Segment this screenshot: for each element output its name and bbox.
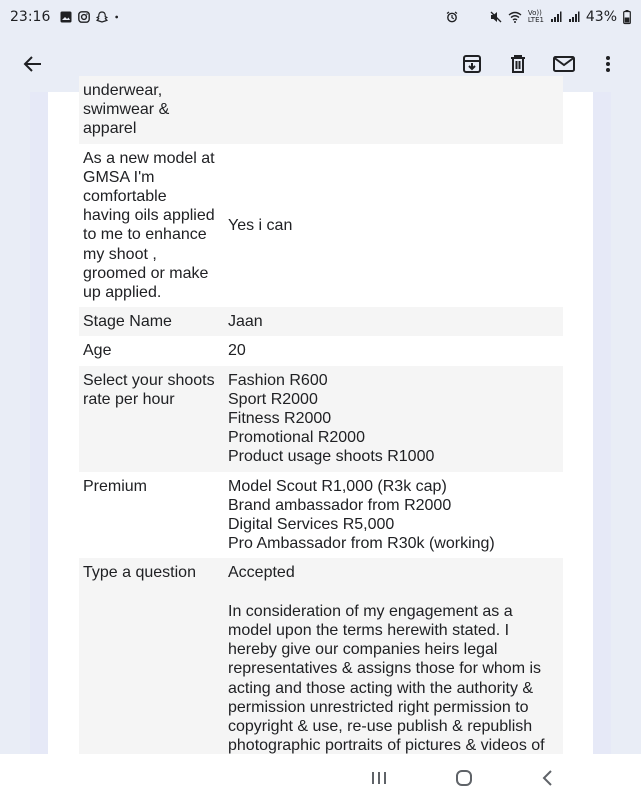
- row-label-line: Premium: [83, 477, 148, 495]
- table-row: [79, 76, 563, 144]
- signal-icon: [568, 11, 580, 23]
- instagram-icon: [78, 11, 90, 23]
- battery-icon: [623, 10, 631, 24]
- row-value-line: Pro Ambassador from R30k (working): [228, 535, 495, 553]
- back-icon[interactable]: [536, 766, 560, 790]
- row-value-line: 20: [228, 342, 246, 360]
- row-label-line: apparel: [83, 120, 137, 138]
- row-value-line: Yes i can: [228, 216, 293, 234]
- row-label-line: groomed or make: [83, 264, 209, 282]
- snapchat-icon: [96, 11, 108, 23]
- dot-icon: [114, 11, 122, 23]
- form-response-table: [79, 76, 563, 761]
- row-label: [79, 336, 224, 365]
- table-row: [79, 144, 563, 308]
- row-value-line: hereby give our companies heirs legal: [228, 641, 498, 659]
- back-arrow-icon[interactable]: [19, 50, 47, 78]
- table-row: [79, 366, 563, 472]
- row-label-line: to me to enhance: [83, 226, 207, 244]
- row-value-line: Product usage shoots R1000: [228, 448, 435, 466]
- row-value: [224, 76, 563, 144]
- row-label-line: GMSA I'm: [83, 168, 155, 186]
- row-value-line: acting and those acting with the authority &: [228, 679, 534, 697]
- recent-apps-icon[interactable]: [367, 766, 391, 790]
- row-label-line: my shoot ,: [83, 245, 157, 263]
- row-label-line: underwear,: [83, 82, 163, 99]
- row-label: [79, 76, 224, 144]
- row-value-line: Accepted: [228, 564, 295, 582]
- battery-percent: 43%: [585, 9, 617, 25]
- image-icon: [60, 11, 72, 23]
- row-label: [79, 472, 224, 559]
- table-row: [79, 307, 563, 336]
- table-row: [79, 336, 563, 365]
- row-value: [224, 366, 563, 472]
- row-value-line: permission unrestricted right permission to: [228, 698, 529, 716]
- row-value-line: [228, 583, 559, 602]
- row-label-line: comfortable: [83, 188, 167, 206]
- status-time: 23:16: [10, 9, 51, 25]
- archive-icon[interactable]: [458, 50, 486, 78]
- row-value-line: Promotional R2000: [228, 429, 365, 447]
- row-label: [79, 307, 224, 336]
- row-label-line: swimwear &: [83, 101, 170, 119]
- row-value: [224, 307, 563, 336]
- row-value: [224, 472, 563, 559]
- mute-icon: [490, 11, 502, 23]
- row-label-line: Type a question: [83, 564, 196, 582]
- navigation-bar: [0, 754, 641, 800]
- table-row: [79, 472, 563, 559]
- row-value-line: Model Scout R1,000 (R3k cap): [228, 477, 447, 495]
- network-label: Vo)) LTE1: [527, 9, 544, 24]
- more-vert-icon[interactable]: [594, 50, 622, 78]
- mail-icon[interactable]: [550, 50, 578, 78]
- row-label-line: up applied.: [83, 284, 162, 302]
- row-label: [79, 558, 224, 760]
- row-value-line: photographic portraits of pictures & videos of: [228, 737, 545, 755]
- row-value: [224, 336, 563, 365]
- table-row: [79, 558, 563, 760]
- status-left: [10, 9, 122, 25]
- row-value-line: In consideration of my engagement as a: [228, 602, 513, 620]
- status-bar: [0, 0, 641, 36]
- signal-icon: [550, 11, 562, 23]
- row-value-line: Sport R2000: [228, 390, 318, 408]
- row-label: [79, 366, 224, 472]
- email-body[interactable]: [30, 82, 611, 755]
- row-label-line: As a new model at: [83, 149, 215, 167]
- wifi-icon: [508, 11, 522, 23]
- row-value: [224, 144, 563, 308]
- row-value-line: Jaan: [228, 313, 263, 331]
- row-value-line: representatives & assigns those for whom is: [228, 660, 542, 678]
- row-value-line: model upon the terms herewith stated. I: [228, 622, 510, 640]
- row-value-line: Fashion R600: [228, 371, 328, 389]
- row-label-line: rate per hour: [83, 390, 175, 408]
- row-label-line: having oils applied: [83, 207, 215, 225]
- row-value-line: Digital Services R5,000: [228, 516, 395, 534]
- row-label-line: Select your shoots: [83, 371, 215, 389]
- row-value-line: Brand ambassador from R2000: [228, 496, 452, 514]
- row-label-line: Age: [83, 342, 112, 360]
- row-value: [224, 558, 563, 760]
- row-label: [79, 144, 224, 308]
- status-right: [446, 9, 631, 25]
- home-icon[interactable]: [452, 766, 476, 790]
- row-value-line: copyright & use, re-use publish & republish: [228, 718, 533, 736]
- row-value-line: Fitness R2000: [228, 410, 332, 428]
- row-label-line: Stage Name: [83, 313, 172, 331]
- trash-icon[interactable]: [504, 50, 532, 78]
- alarm-icon: [446, 11, 458, 23]
